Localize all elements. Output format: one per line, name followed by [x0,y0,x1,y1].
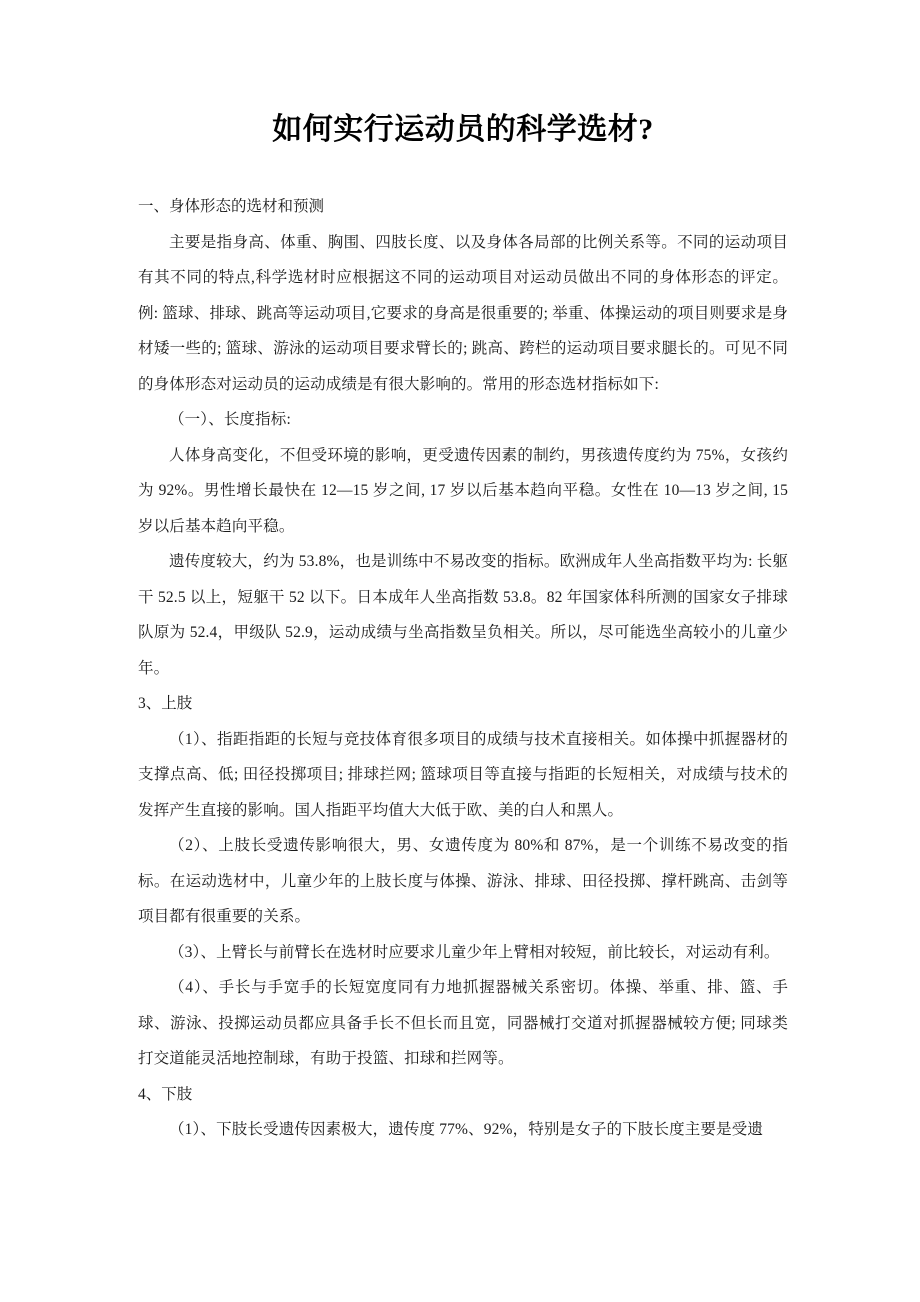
section-heading-lower-limb: 4、下肢 [138,1085,193,1103]
paragraph-2: 人体身高变化，不但受环境的影响，更受遗传因素的制约，男孩遗传度约为 75%，女孩约为 92%。男性增长最快在 12—15 岁之间, 17 岁以后基本趋向平稳。女性在 10—13 岁之间, 15 岁以后基本趋向平稳。 [138,446,788,535]
paragraph-3: 遗传度较大，约为 53.8%，也是训练中不易改变的指标。欧洲成年人坐高指数平均为: 长躯干 52.5 以上，短躯干 52 以下。日本成年人坐高指数 53.8。82 年国家体科所测的国家女子排球队原为 52.4，甲级队 52.9，运动成绩与坐高指数呈负相关。所以，尽可能选坐高较小的儿童少年。 [138,553,788,677]
section-heading-1: 一、身体形态的选材和预测 [138,198,325,215]
paragraph-5: （2）、上肢长受遗传影响很大，男、女遗传度为 80%和 87%，是一个训练不易改变的指标。在运动选材中，儿童少年的上肢长度与体操、游泳、排球、田径投掷、撑杆跳高、击剑等项目都有很重要的关系。 [138,837,788,925]
page-bottom-margin [138,1148,788,1248]
paragraph-8: （1）、下肢长受遗传因素极大，遗传度 77%、92%，特别是女子的下肢长度主要是受遗 [169,1121,764,1138]
paragraph-1: 主要是指身高、体重、胸围、四肢长度、以及身体各局部的比例关系等。不同的运动项目有其不同的特点,科学选材时应根据这不同的运动项目对运动员做出不同的身体形态的评定。例: 篮球、排球、跳高等运动项目,它要求的身高是很重要的; 举重、体操运动的项目则要求是身材矮一些的; 篮球、游泳的运动项目要求臂长的; 跳高、跨栏的运动项目要求腿长的。可见不同的身体形态对运动员的运动成绩是有很大影响的。常用的形态选材指标如下: [138,233,788,393]
paragraph-7: （4）、手长与手宽手的长短宽度同有力地抓握器械关系密切。体操、举重、排、篮、手球、游泳、投掷运动员都应具备手长不但长而且宽，同器械打交道对抓握器械较方便; 同球类打交道能灵活地控制球，有助于投篮、扣球和拦网等。 [138,979,788,1067]
document-content [138,0,788,1248]
paragraph-4: （1）、指距指距的长短与竞技体育很多项目的成绩与技术直接相关。如体操中抓握器材的支撑点高、低; 田径投掷项目; 排球拦网; 篮球项目等直接与指距的长短相关，对成绩与技术的发挥产生直接的影响。国人指距平均值大大低于欧、美的白人和黑人。 [138,730,788,819]
page-title: 如何实行运动员的科学选材? [272,113,654,146]
paragraph-6: （3）、上臂长与前臂长在选材时应要求儿童少年上臂相对较短，前比较长，对运动有利。 [169,943,780,961]
section-heading-upper-limb: 3、上肢 [138,695,193,712]
section-heading-length-index: （一）、长度指标: [169,411,291,428]
